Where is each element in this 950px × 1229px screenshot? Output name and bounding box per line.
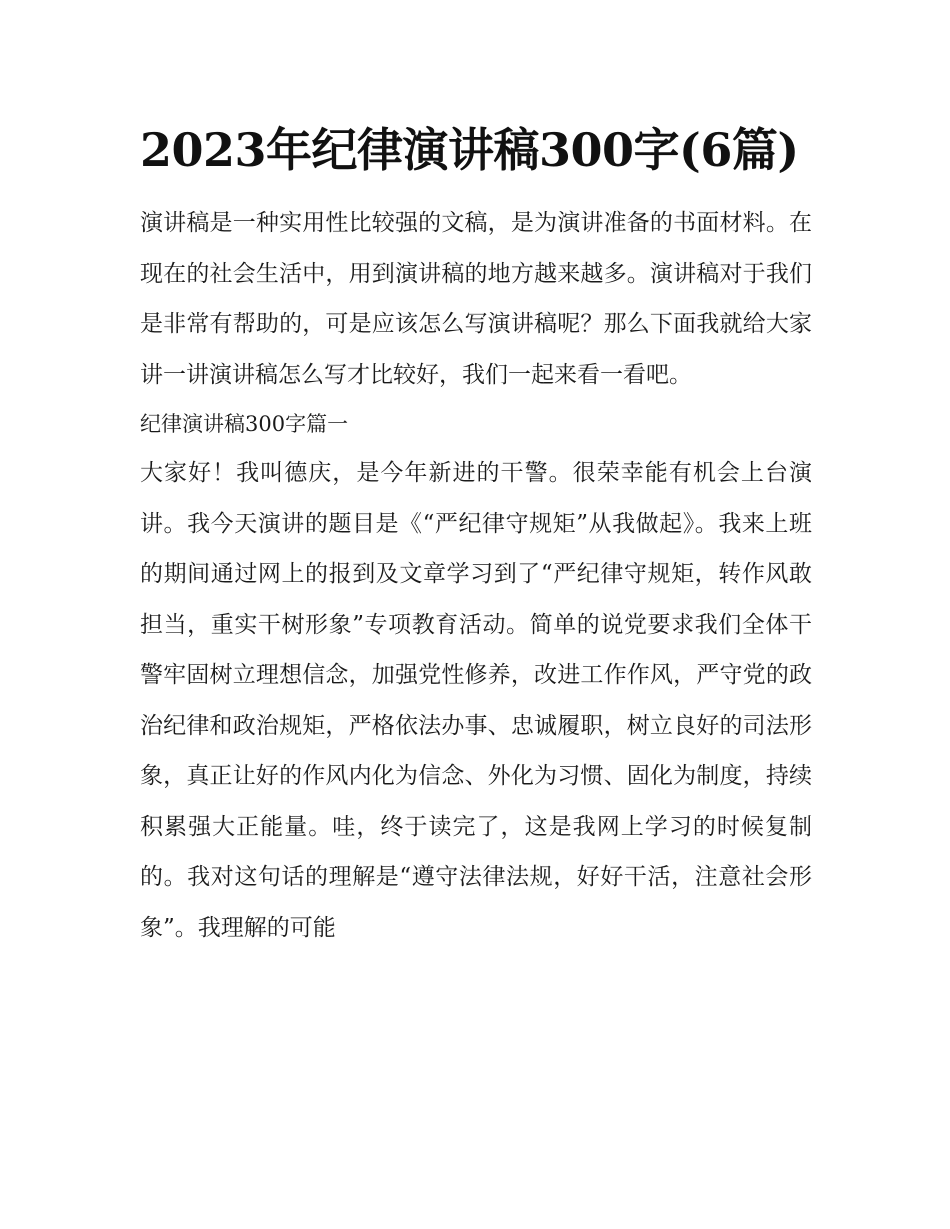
intro-paragraph: 演讲稿是一种实用性比较强的文稿，是为演讲准备的书面材料。在现在的社会生活中，用到演讲稿的地方越来越多。演讲稿对于我们是非常有帮助的，可是应该怎么写演讲稿呢？那么下面我就给大家讲一讲演讲稿怎么写才比较好，我们一起来看一看吧。 [140,210,812,388]
section-heading: 纪律演讲稿300字篇一 [140,412,349,436]
document-page [140,118,812,953]
document-title: 2023年纪律演讲稿300字(6篇) [140,123,799,177]
body-paragraph: 大家好！我叫德庆，是今年新进的干警。很荣幸能有机会上台演讲。我今天演讲的题目是《“严纪律守规矩”从我做起》。我来上班的期间通过网上的报到及文章学习到了“严纪律守规矩，转作风敢担当，重实干树形象”专项教育活动。简单的说党要求我们全体干警牢固树立理想信念，加强党性修养，改进工作作风，严守党的政治纪律和政治规矩，严格依法办事、忠诚履职，树立良好的司法形象，真正让好的作风内化为信念、外化为习惯、固化为制度，持续积累强大正能量。哇，终于读完了，这是我网上学习的时候复制的。我对这句话的理解是“遵守法律法规，好好干活，注意社会形象”。我理解的可能 [140,460,812,941]
